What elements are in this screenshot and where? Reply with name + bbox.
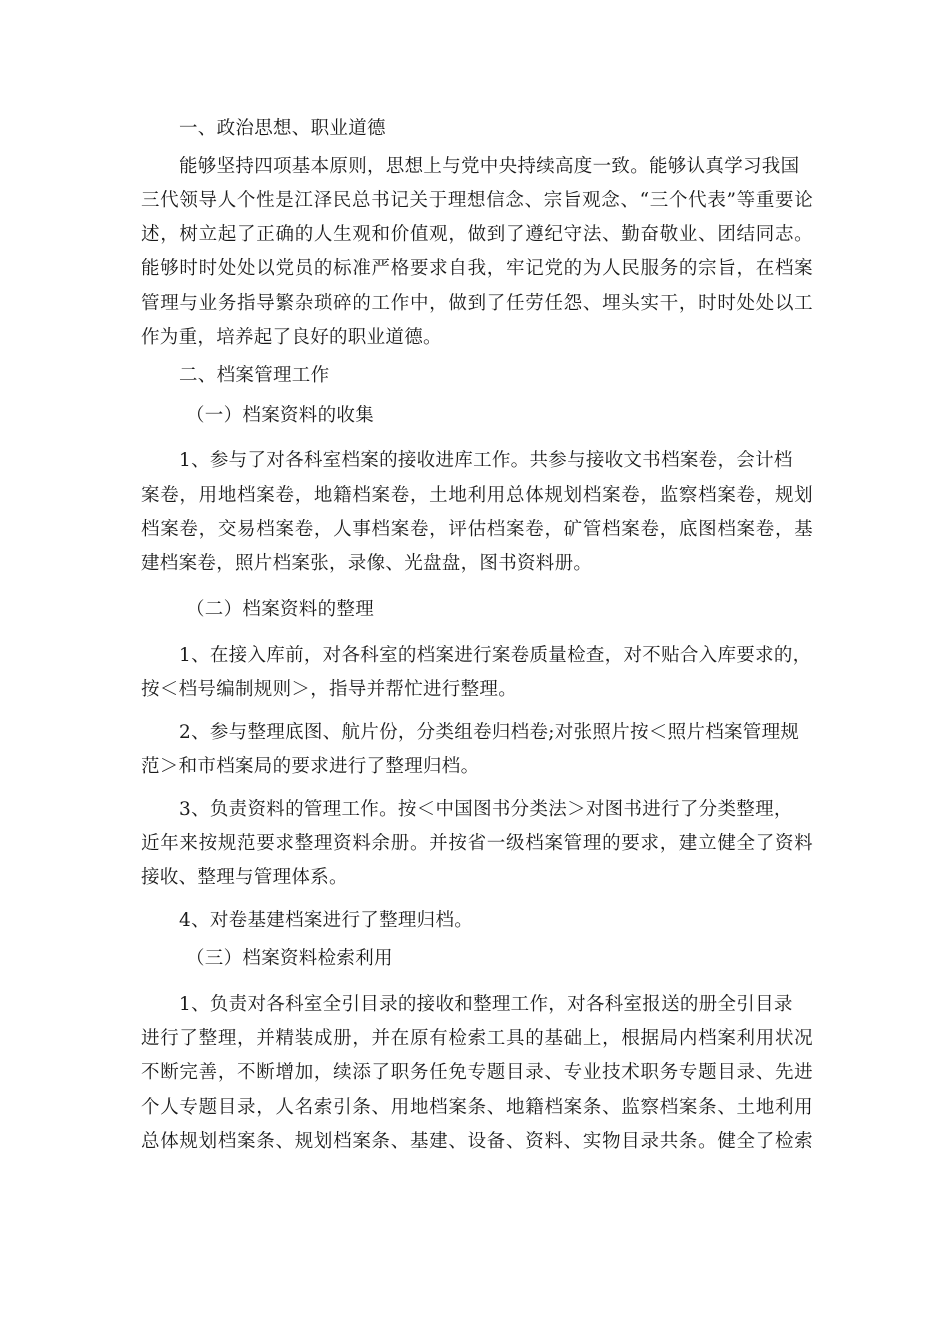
section-heading-political: 一、政治思想、职业道德 bbox=[179, 118, 386, 139]
paragraph-line: 总体规划档案条、规划档案条、基建、设备、资料、实物目录共条。健全了检索 bbox=[141, 1131, 813, 1152]
paragraph-line: 个人专题目录，人名索引条、用地档案条、地籍档案条、监察档案条、土地利用 bbox=[141, 1097, 813, 1118]
paragraph-line: 近年来按规范要求整理资料余册。并按省一级档案管理的要求，建立健全了资料 bbox=[141, 833, 813, 854]
paragraph-line: 接收、整理与管理体系。 bbox=[141, 867, 348, 888]
subsection-heading-collection: （一）档案资料的收集 bbox=[186, 405, 375, 426]
paragraph-line: 作为重，培养起了良好的职业道德。 bbox=[141, 327, 442, 348]
paragraph-line: 进行了整理，并精装成册，并在原有检索工具的基础上，根据局内档案利用状况 bbox=[141, 1028, 813, 1049]
paragraph-line: 建档案卷，照片档案张，录像、光盘盘，图书资料册。 bbox=[141, 553, 593, 574]
subsection-heading-arrangement: （二）档案资料的整理 bbox=[186, 599, 375, 620]
paragraph-line: 1、参与了对各科室档案的接收进库工作。共参与接收文书档案卷，会计档 bbox=[179, 450, 793, 471]
paragraph-line: 1、负责对各科室全引目录的接收和整理工作，对各科室报送的册全引目录 bbox=[179, 994, 793, 1015]
paragraph-line: 能够坚持四项基本原则，思想上与党中央持续高度一致。能够认真学习我国 bbox=[179, 156, 800, 177]
paragraph-line: 能够时时处处以党员的标准严格要求自我，牢记党的为人民服务的宗旨，在档案 bbox=[141, 258, 813, 279]
section-heading-archive: 二、档案管理工作 bbox=[179, 365, 330, 386]
paragraph-line: 4、对卷基建档案进行了整理归档。 bbox=[179, 910, 474, 931]
subsection-heading-retrieval: （三）档案资料检索利用 bbox=[186, 948, 393, 969]
paragraph-line: 档案卷，交易档案卷，人事档案卷，评估档案卷，矿管档案卷，底图档案卷，基 bbox=[141, 519, 813, 540]
paragraph-line: 3、负责资料的管理工作。按＜中国图书分类法＞对图书进行了分类整理， bbox=[179, 799, 793, 820]
paragraph-line: 不断完善，不断增加，续添了职务任免专题目录、专业技术职务专题目录、先进 bbox=[141, 1062, 813, 1083]
paragraph-line: 案卷，用地档案卷，地籍档案卷，土地利用总体规划档案卷，监察档案卷，规划 bbox=[141, 485, 813, 506]
paragraph-line: 三代领导人个性是江泽民总书记关于理想信念、宗旨观念、“三个代表”等重要论 bbox=[141, 190, 813, 211]
paragraph-line: 范＞和市档案局的要求进行了整理归档。 bbox=[141, 756, 480, 777]
paragraph-line: 2、参与整理底图、航片份，分类组卷归档卷;对张照片按＜照片档案管理规 bbox=[179, 722, 800, 743]
paragraph-line: 管理与业务指导繁杂琐碎的工作中，做到了任劳任怨、埋头实干，时时处处以工 bbox=[141, 293, 813, 314]
paragraph-line: 1、在接入库前，对各科室的档案进行案卷质量检查，对不贴合入库要求的， bbox=[179, 645, 812, 666]
paragraph-line: 述，树立起了正确的人生观和价值观，做到了遵纪守法、勤奋敬业、团结同志。 bbox=[141, 224, 813, 245]
paragraph-line: 按＜档号编制规则＞，指导并帮忙进行整理。 bbox=[141, 679, 518, 700]
